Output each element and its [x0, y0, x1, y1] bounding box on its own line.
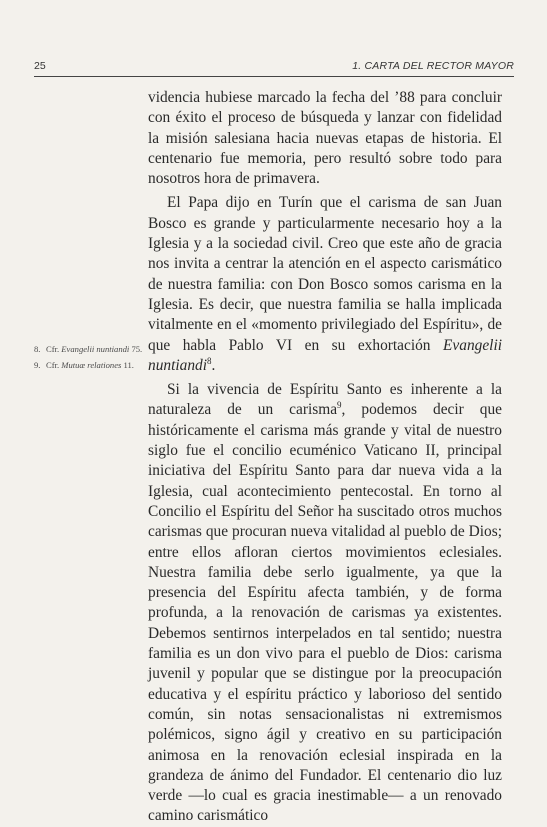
footnote-suffix: 11. — [121, 360, 134, 370]
footnote-suffix: 75. — [129, 344, 143, 354]
footnote-prefix: Cfr. — [46, 360, 62, 370]
paragraph-text: Si la vivencia de Espíritu Santo es inherente a la naturaleza de un carisma — [148, 381, 502, 419]
footnote-number: 9. — [34, 360, 41, 370]
paragraph-text: , podemos decir que históricamente el carisma más grande y vital de nuestro siglo fue el concilio ecuménico Vaticano II, principal iniciativa del Espíritu Santo para dar nueva vida a la Iglesia, cual acontecimiento pentecostal. En torno al Concilio el Espíritu del Señor ha suscitado otros muchos carismas que procuran nueva vitalidad al pueblo de Dios; entre ellos afloran ciertos movimientos eclesiales. Nuestra familia debe serlo igualmente, ya que la presencia del Espíritu afecta también, y de forma profunda, a la renovación de carismas ya existentes. Debemos sentirnos interpelados en tal sentido; nuestra familia es un don vivo para el pueblo de Dios: carisma juvenil y popular que se distingue por la preocupación educativa y el espíritu práctico y laborioso del sentido común, sin notas sensacionalistas ni extremismos polémicos, signo ágil y creativo en su participación animosa en la renovación eclesial inspirada en la grandeza de ánimo del Fundador. El centenario dio luz verde —lo cual es gracia inestimable— a un renovado camino carismático — [148, 401, 502, 825]
footnote-prefix: Cfr. — [46, 344, 62, 354]
paragraph-text: El Papa dijo en Turín que el carisma de san Juan Bosco es grande y particularmente necesario hoy a la Iglesia y a la sociedad civil. Creo que este año de gracia nos invita a centrar la atención en el aspecto carismático de nuestra familia: con Don Bosco somos carisma en la Iglesia. Es decir, que nuestra familia se halla implicada vitalmente en el «momento privilegiado del Espíritu», de que habla Pablo VI en su exhortación — [148, 194, 502, 354]
paragraph — [148, 193, 502, 376]
footnote-ref: 8 — [207, 355, 212, 366]
footnotes — [34, 344, 146, 376]
footnote-title: Evangelii nuntiandi — [61, 344, 130, 354]
footnote-number: 8. — [34, 344, 41, 354]
cited-title: Evangelii nuntiandi — [148, 336, 502, 374]
paragraph — [148, 380, 502, 827]
page-header — [34, 60, 514, 77]
paragraph — [148, 88, 502, 189]
footnote-text — [46, 344, 142, 355]
footnote-text — [46, 360, 134, 371]
footnote-title: Mutuæ relationes — [61, 360, 122, 370]
running-title: 1. CARTA DEL RECTOR MAYOR — [352, 60, 514, 72]
page-number: 25 — [34, 60, 46, 72]
footnote — [34, 360, 146, 371]
footnote-ref: 9 — [337, 400, 342, 411]
footnote — [34, 344, 146, 355]
body-text — [148, 88, 502, 827]
paragraph-text: videncia hubiese marcado la fecha del ’88 para concluir con éxito el proceso de búsqueda y lanzar con fidelidad la misión salesiana hacia nuevas etapas de historia. El centenario fue memoria, pero resultó sobre todo para nosotros hora de primavera. — [148, 89, 502, 188]
paragraph-text: . — [211, 356, 216, 374]
